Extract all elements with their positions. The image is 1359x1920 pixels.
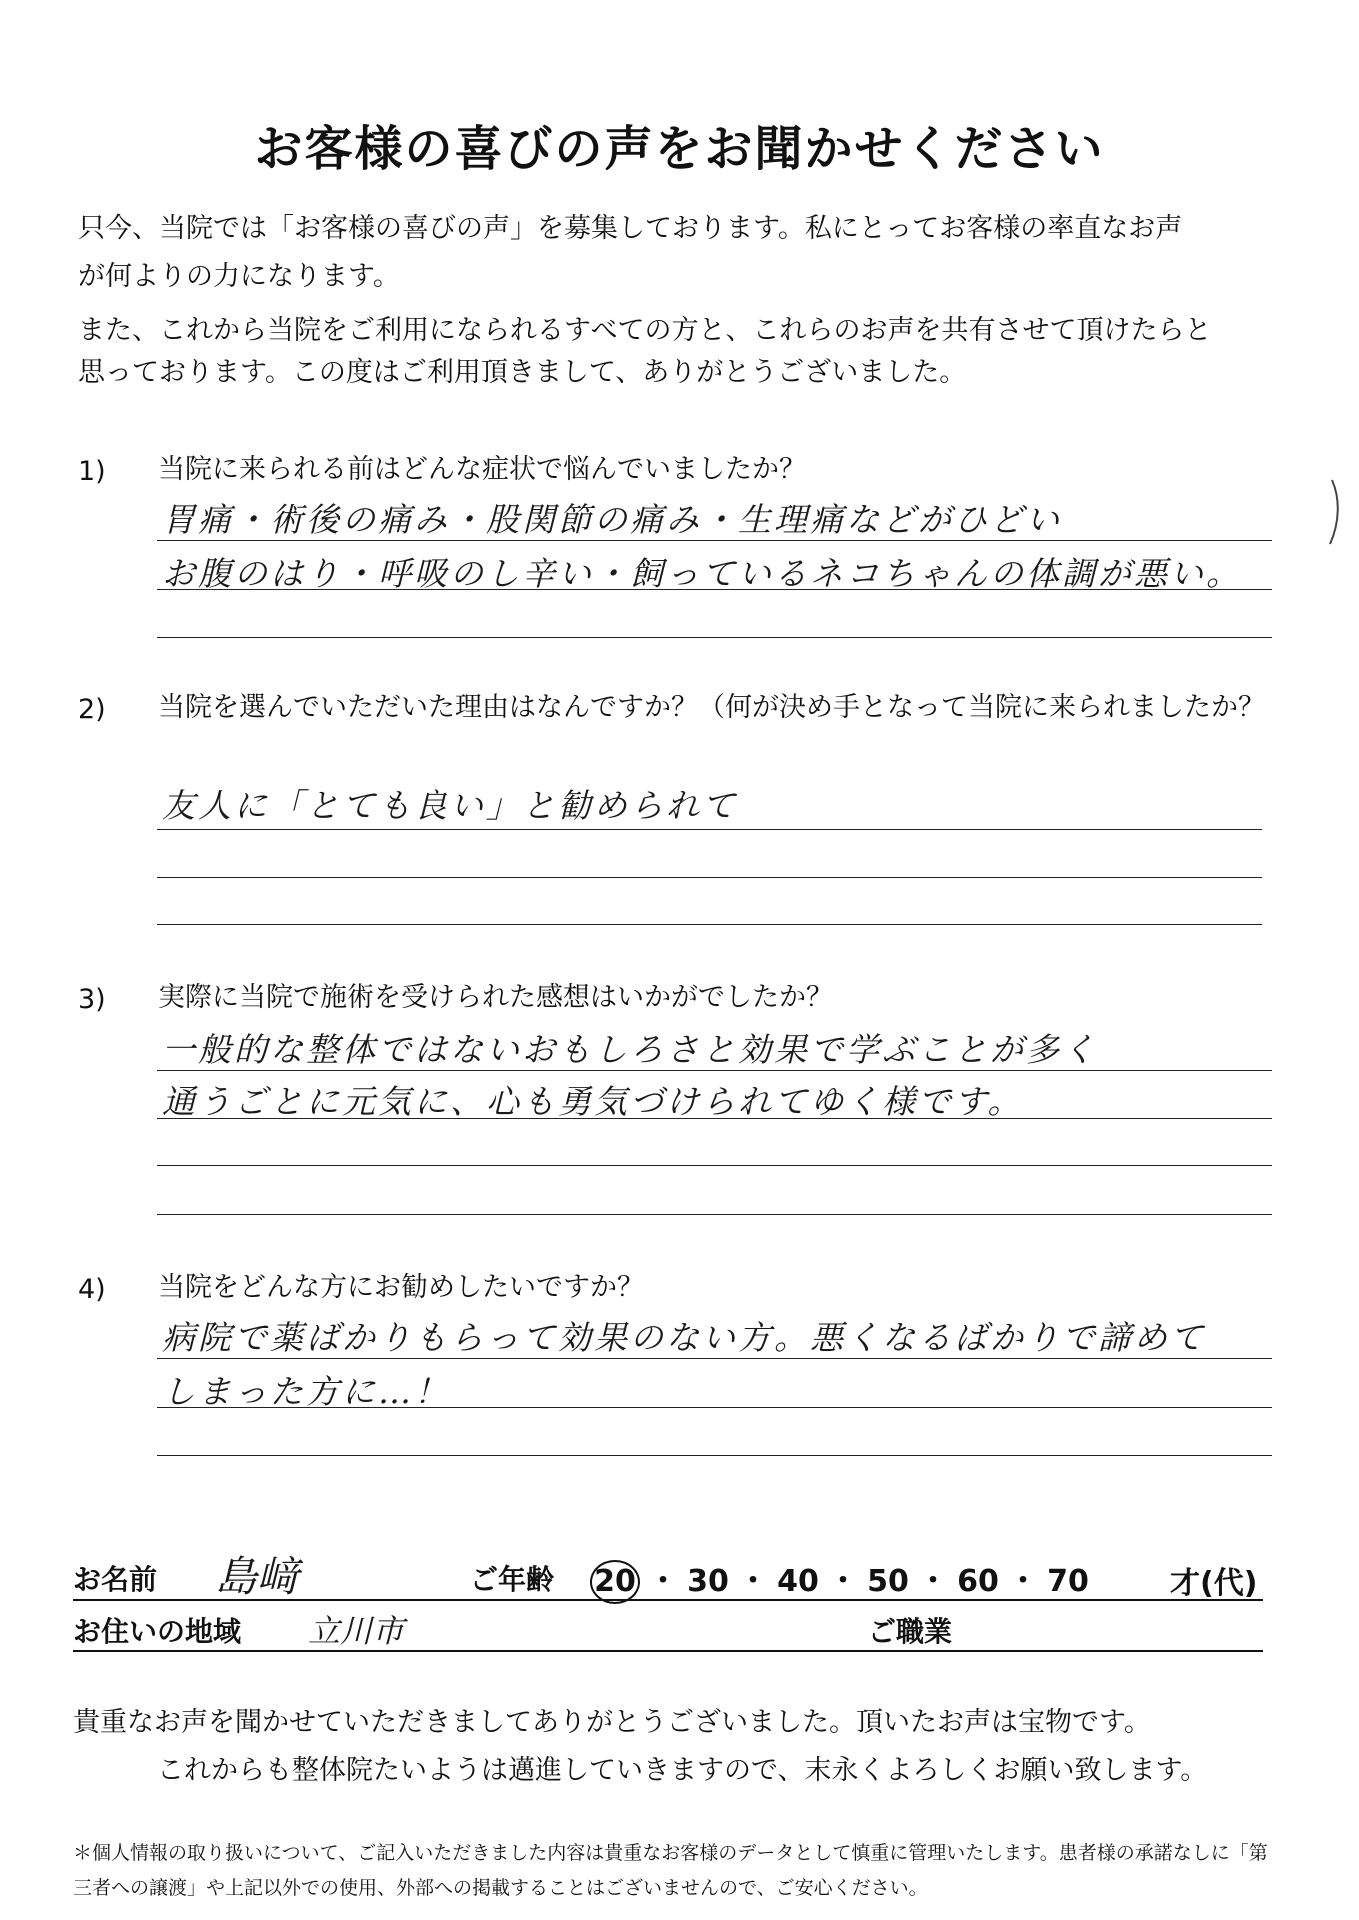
- thanks-line-2: これからも整体院たいようは邁進していきますので、末永くよろしくお願い致します。: [157, 1755, 1208, 1786]
- answer-rule: [157, 829, 1262, 830]
- age-option: 60: [957, 1564, 999, 1599]
- question-3-number: 3): [78, 984, 106, 1015]
- answer-rule: [157, 1070, 1272, 1071]
- age-separator: ・: [918, 1564, 948, 1599]
- age-separator: ・: [828, 1564, 858, 1599]
- name-value: 島﨑: [215, 1552, 300, 1601]
- page-title: お客様の喜びの声をお聞かせください: [254, 121, 1105, 177]
- answer-rule: [157, 1165, 1272, 1166]
- intro-line-2: が何よりの力になります。: [78, 261, 400, 292]
- answer-1-line-1: 胃痛・術後の痛み・股関節の痛み・生理痛などがひどい: [162, 500, 1062, 539]
- age-separator: ・: [648, 1564, 678, 1599]
- age-separator: ・: [1008, 1564, 1038, 1599]
- intro-line-4: 思っております。この度はご利用頂きまして、ありがとうございました。: [78, 357, 967, 388]
- age-suffix: 才(代): [1170, 1566, 1258, 1601]
- thanks-line-1: 貴重なお声を聞かせていただきましてありがとうございました。頂いたお声は宝物です。: [73, 1707, 1151, 1738]
- answer-rule: [157, 1214, 1272, 1215]
- age-label: ご年齢: [470, 1563, 555, 1596]
- answer-2-line-1: 友人に「とても良い」と勧められて: [162, 786, 738, 825]
- area-value: 立川市: [308, 1612, 405, 1650]
- question-2-text: 当院を選んでいただいた理由はなんですか？（何が決め手となって当院に来られましたか？: [158, 692, 1265, 723]
- age-option: 70: [1047, 1564, 1089, 1599]
- privacy-note: ＊個人情報の取り扱いについて、ご記入いただきました内容は貴重なお客様のデータとして慎重に管理いたします。患者様の承諾なしに「第三者への譲渡」や上記以外での使用、外部への掲載することはございませんので、ご安心ください。: [73, 1842, 1268, 1899]
- job-label: ご職業: [868, 1615, 953, 1648]
- answer-4-line-2: しまった方に…！: [162, 1372, 450, 1411]
- age-options: [590, 1556, 1090, 1604]
- question-1-number: 1): [78, 456, 106, 487]
- age-option: 40: [777, 1564, 819, 1599]
- answer-3-line-2: 通うごとに元気に、心も勇気づけられてゆく様です。: [162, 1082, 1024, 1121]
- answer-rule: [157, 637, 1272, 638]
- age-option: 30: [687, 1564, 729, 1599]
- question-4-text: 当院をどんな方にお勧めしたいですか？: [158, 1272, 644, 1303]
- answer-rule: [157, 924, 1262, 925]
- intro-line-3: また、これから当院をご利用になられるすべての方と、これらのお声を共有させて頂けたらと: [78, 315, 1212, 346]
- age-separator: ・: [738, 1564, 768, 1599]
- intro-line-1: 只今、当院では「お客様の喜びの声」を募集しております。私にとってお客様の率直なお声: [78, 213, 1183, 244]
- question-3-text: 実際に当院で施術を受けられた感想はいかがでしたか？: [158, 982, 833, 1013]
- info-rule: [73, 1599, 1263, 1601]
- answer-3-line-1: 一般的な整体ではないおもしろさと効果で学ぶことが多く: [162, 1030, 1098, 1069]
- answer-rule: [157, 1118, 1272, 1119]
- question-1-text: 当院に来られる前はどんな症状で悩んでいましたか？: [158, 454, 806, 485]
- question-4-number: 4): [78, 1274, 106, 1305]
- answer-rule: [157, 589, 1272, 590]
- info-rule: [73, 1650, 1263, 1652]
- name-label: お名前: [73, 1563, 158, 1596]
- answer-rule: [157, 1455, 1272, 1456]
- answer-rule: [157, 1358, 1272, 1359]
- age-option: 50: [867, 1564, 909, 1599]
- answer-1-line-2: お腹のはり・呼吸のし辛い・飼っているネコちゃんの体調が悪い。: [162, 554, 1242, 593]
- answer-4-line-1: 病院で薬ばかりもらって効果のない方。悪くなるばかりで諦めて: [162, 1318, 1206, 1357]
- answer-rule: [157, 877, 1262, 878]
- pen-stroke-mark: [1326, 478, 1344, 546]
- answer-rule: [157, 1407, 1272, 1408]
- age-option-selected: 20: [590, 1560, 640, 1604]
- question-2-number: 2): [78, 694, 106, 725]
- area-label: お住いの地域: [73, 1615, 242, 1648]
- answer-rule: [157, 540, 1272, 541]
